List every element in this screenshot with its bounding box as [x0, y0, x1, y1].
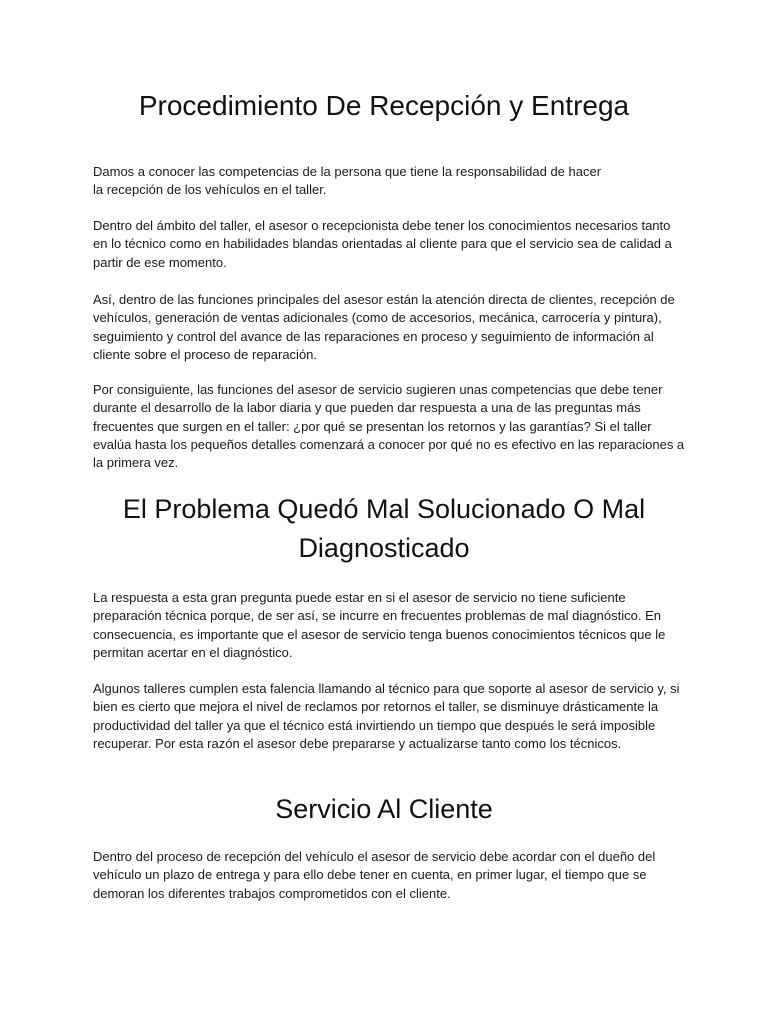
page-title: Procedimiento De Recepción y Entrega — [138, 90, 630, 121]
intro-paragraph-1: Damos a conocer las competencias de la persona que tiene la responsabilidad de hacer la recepción de los vehículos en el taller. — [93, 164, 602, 198]
section-heading-service: Servicio Al Cliente — [275, 794, 493, 824]
problem-paragraph-1: La respuesta a esta gran pregunta puede estar en si el asesor de servicio no tiene suficiente preparación técnica porque, de ser así, se incurre en frecuentes problemas de mal diagnóstico. En consecuencia, es importante que el asesor de servicio tenga buenos conocimientos técnicos que le permitan acertar en el diagnóstico. — [93, 590, 666, 660]
intro-paragraph-4: Por consiguiente, las funciones del asesor de servicio sugieren unas competencias que debe tener durante el desarrollo de la labor diaria y que pueden dar respuesta a una de las preguntas más frecuentes que surgen en el taller: ¿por qué se presentan los retornos y las garantías? Si el taller evalúa hasta los pequeños detalles comenzará a conocer por qué no es efectivo en las reparaciones a la primera vez. — [93, 382, 685, 471]
intro-paragraph-3: Así, dentro de las funciones principales del asesor están la atención directa de clientes, recepción de vehículos, generación de ventas adicionales (como de accesorios, mecánica, carrocería y pintura), seguimiento y control del avance de las reparaciones en proceso y seguimiento de información al cliente sobre el proceso de reparación. — [93, 292, 675, 362]
problem-paragraph-2: Algunos talleres cumplen esta falencia llamando al técnico para que soporte al asesor de servicio y, si bien es cierto que mejora el nivel de reclamos por retornos el taller, se disminuye drásticamente la productividad del taller ya que el técnico está invirtiendo un tiempo que después le será imposible recuperar. Por esta razón el asesor debe prepararse y actualizarse tanto como los técnicos. — [93, 681, 680, 751]
section-heading-problem: El Problema Quedó Mal Solucionado O Mal Diagnosticado — [122, 494, 646, 563]
intro-paragraph-2: Dentro del ámbito del taller, el asesor o recepcionista debe tener los conocimientos necesarios tanto en lo técnico como en habilidades blandas orientadas al cliente para que el servicio sea de calidad a partir de ese momento. — [93, 218, 672, 270]
service-paragraph-1: Dentro del proceso de recepción del vehículo el asesor de servicio debe acordar con el dueño del vehículo un plazo de entrega y para ello debe tener en cuenta, en primer lugar, el tiempo que se demoran los diferentes trabajos comprometidos con el cliente. — [93, 849, 656, 901]
